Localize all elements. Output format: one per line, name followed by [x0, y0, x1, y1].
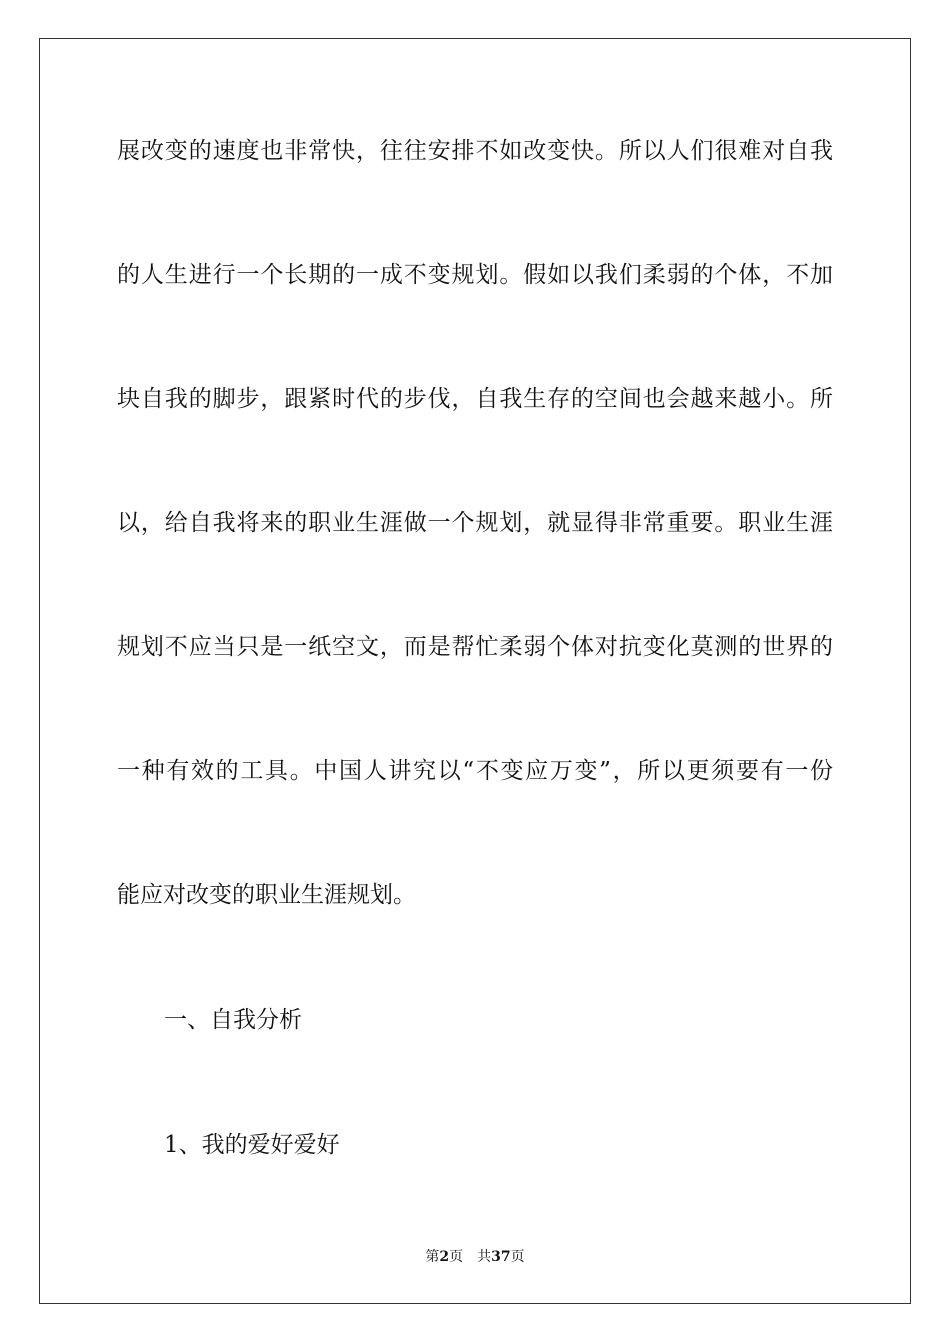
- paragraph-line-2: 的人生进行一个长期的一成不变规划。假如以我们柔弱的个体，不加: [117, 262, 833, 288]
- page-footer: [0, 1248, 950, 1266]
- page-border: [39, 38, 911, 1304]
- paragraph-line-6: 一种有效的工具。中国人讲究以“不变应万变”，所以更须要有一份: [117, 758, 833, 784]
- page-suffix: 页: [449, 1249, 464, 1265]
- paragraph-line-4: 以，给自我将来的职业生涯做一个规划，就显得非常重要。职业生涯: [117, 510, 833, 536]
- section-heading: 一、自我分析: [164, 1007, 302, 1033]
- total-suffix: 页: [510, 1249, 525, 1265]
- total-prefix: 共: [477, 1249, 492, 1265]
- subsection-heading: 1、我的爱好爱好: [164, 1132, 340, 1158]
- paragraph-line-5: 规划不应当只是一纸空文，而是帮忙柔弱个体对抗变化莫测的世界的: [117, 634, 833, 660]
- page-prefix: 第: [425, 1249, 440, 1265]
- paragraph-line-3: 块自我的脚步，跟紧时代的步伐，自我生存的空间也会越来越小。所: [117, 386, 833, 412]
- total-pages: 37: [491, 1249, 511, 1265]
- paragraph-line-7: 能应对改变的职业生涯规划。: [117, 882, 416, 908]
- paragraph-line-1: 展改变的速度也非常快，往往安排不如改变快。所以人们很难对自我: [117, 138, 833, 164]
- page-number: 2: [439, 1249, 450, 1265]
